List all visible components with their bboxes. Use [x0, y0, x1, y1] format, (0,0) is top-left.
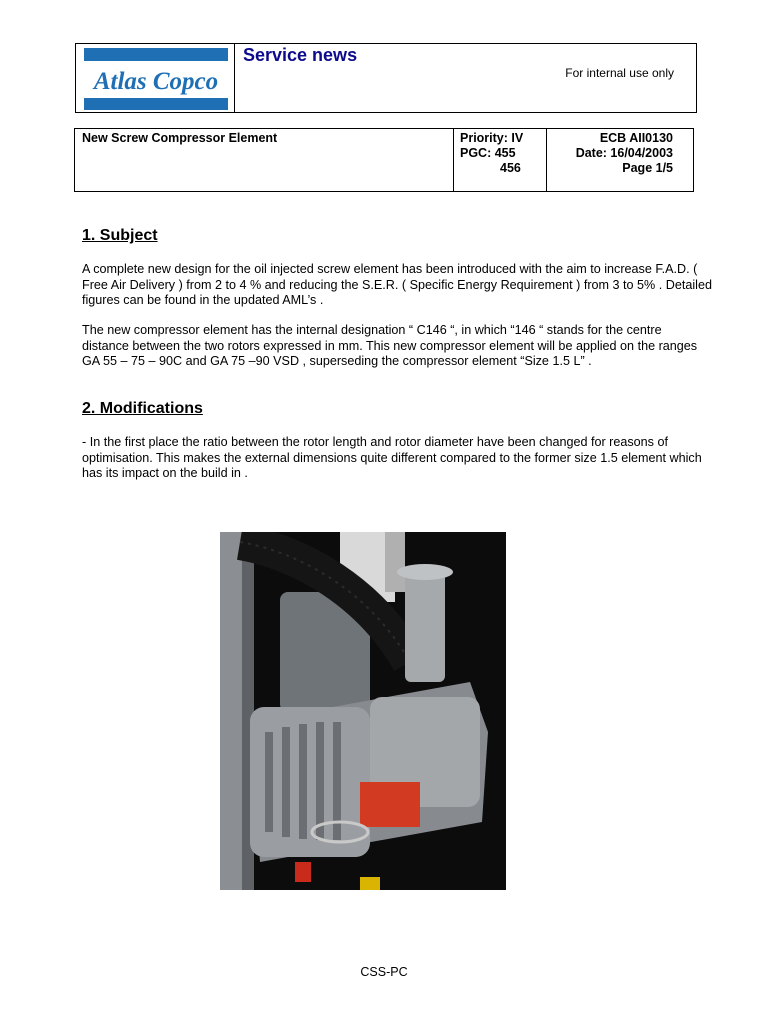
paragraph: - In the first place the ratio between the rotor length and rotor diameter have been changed for reasons of optimisation. This makes the external dimensions quite different compared to the former size 1.5 element which has its impact on the build in .: [82, 435, 702, 480]
document-info-box: [74, 128, 694, 192]
page-number: Page 1/5: [622, 161, 673, 175]
document-title: Service news: [243, 45, 358, 65]
pgc-line-1: PGC: 455: [460, 146, 516, 160]
document-date: Date: 16/04/2003: [575, 146, 673, 160]
ecb-number: ECB AII0130: [599, 131, 673, 145]
priority-block: [460, 131, 523, 176]
logo-text: Atlas Copco: [93, 68, 219, 95]
priority: Priority: IV: [460, 131, 524, 145]
header-box: [75, 43, 697, 113]
section-heading-modifications: 2. Modifications: [82, 400, 203, 417]
pgc-line-2: 456: [500, 161, 521, 175]
footer-code: CSS-PC: [360, 965, 408, 979]
document-subject: New Screw Compressor Element: [82, 131, 278, 145]
internal-use-note: For internal use only: [565, 66, 674, 80]
paragraph: The new compressor element has the internal designation “ C146 “, in which “146 “ stands for the centre distance between the two rotors expressed in mm. This new compressor element will be applied on the ranges GA 55 – 75 – 90C and GA 75 –90 VSD , superseding the compressor element “Size 1.5 L” .: [82, 323, 698, 368]
atlas-copco-logo: [84, 48, 228, 110]
info-divider: [453, 129, 454, 191]
header-divider: [234, 44, 235, 112]
info-divider: [546, 129, 547, 191]
paragraph: A complete new design for the oil injected screw element has been introduced with the aim to increase F.A.D. ( Free Air Delivery ) from 2 to 4 % and reducing the S.E.R. ( Specific Energy Requirement ) from 3 to 5% . Detailed figures can be found in the updated AML’s .: [82, 262, 712, 307]
ecb-block: [576, 131, 673, 176]
section-heading-subject: 1. Subject: [82, 227, 158, 244]
compressor-photo: [220, 532, 506, 890]
